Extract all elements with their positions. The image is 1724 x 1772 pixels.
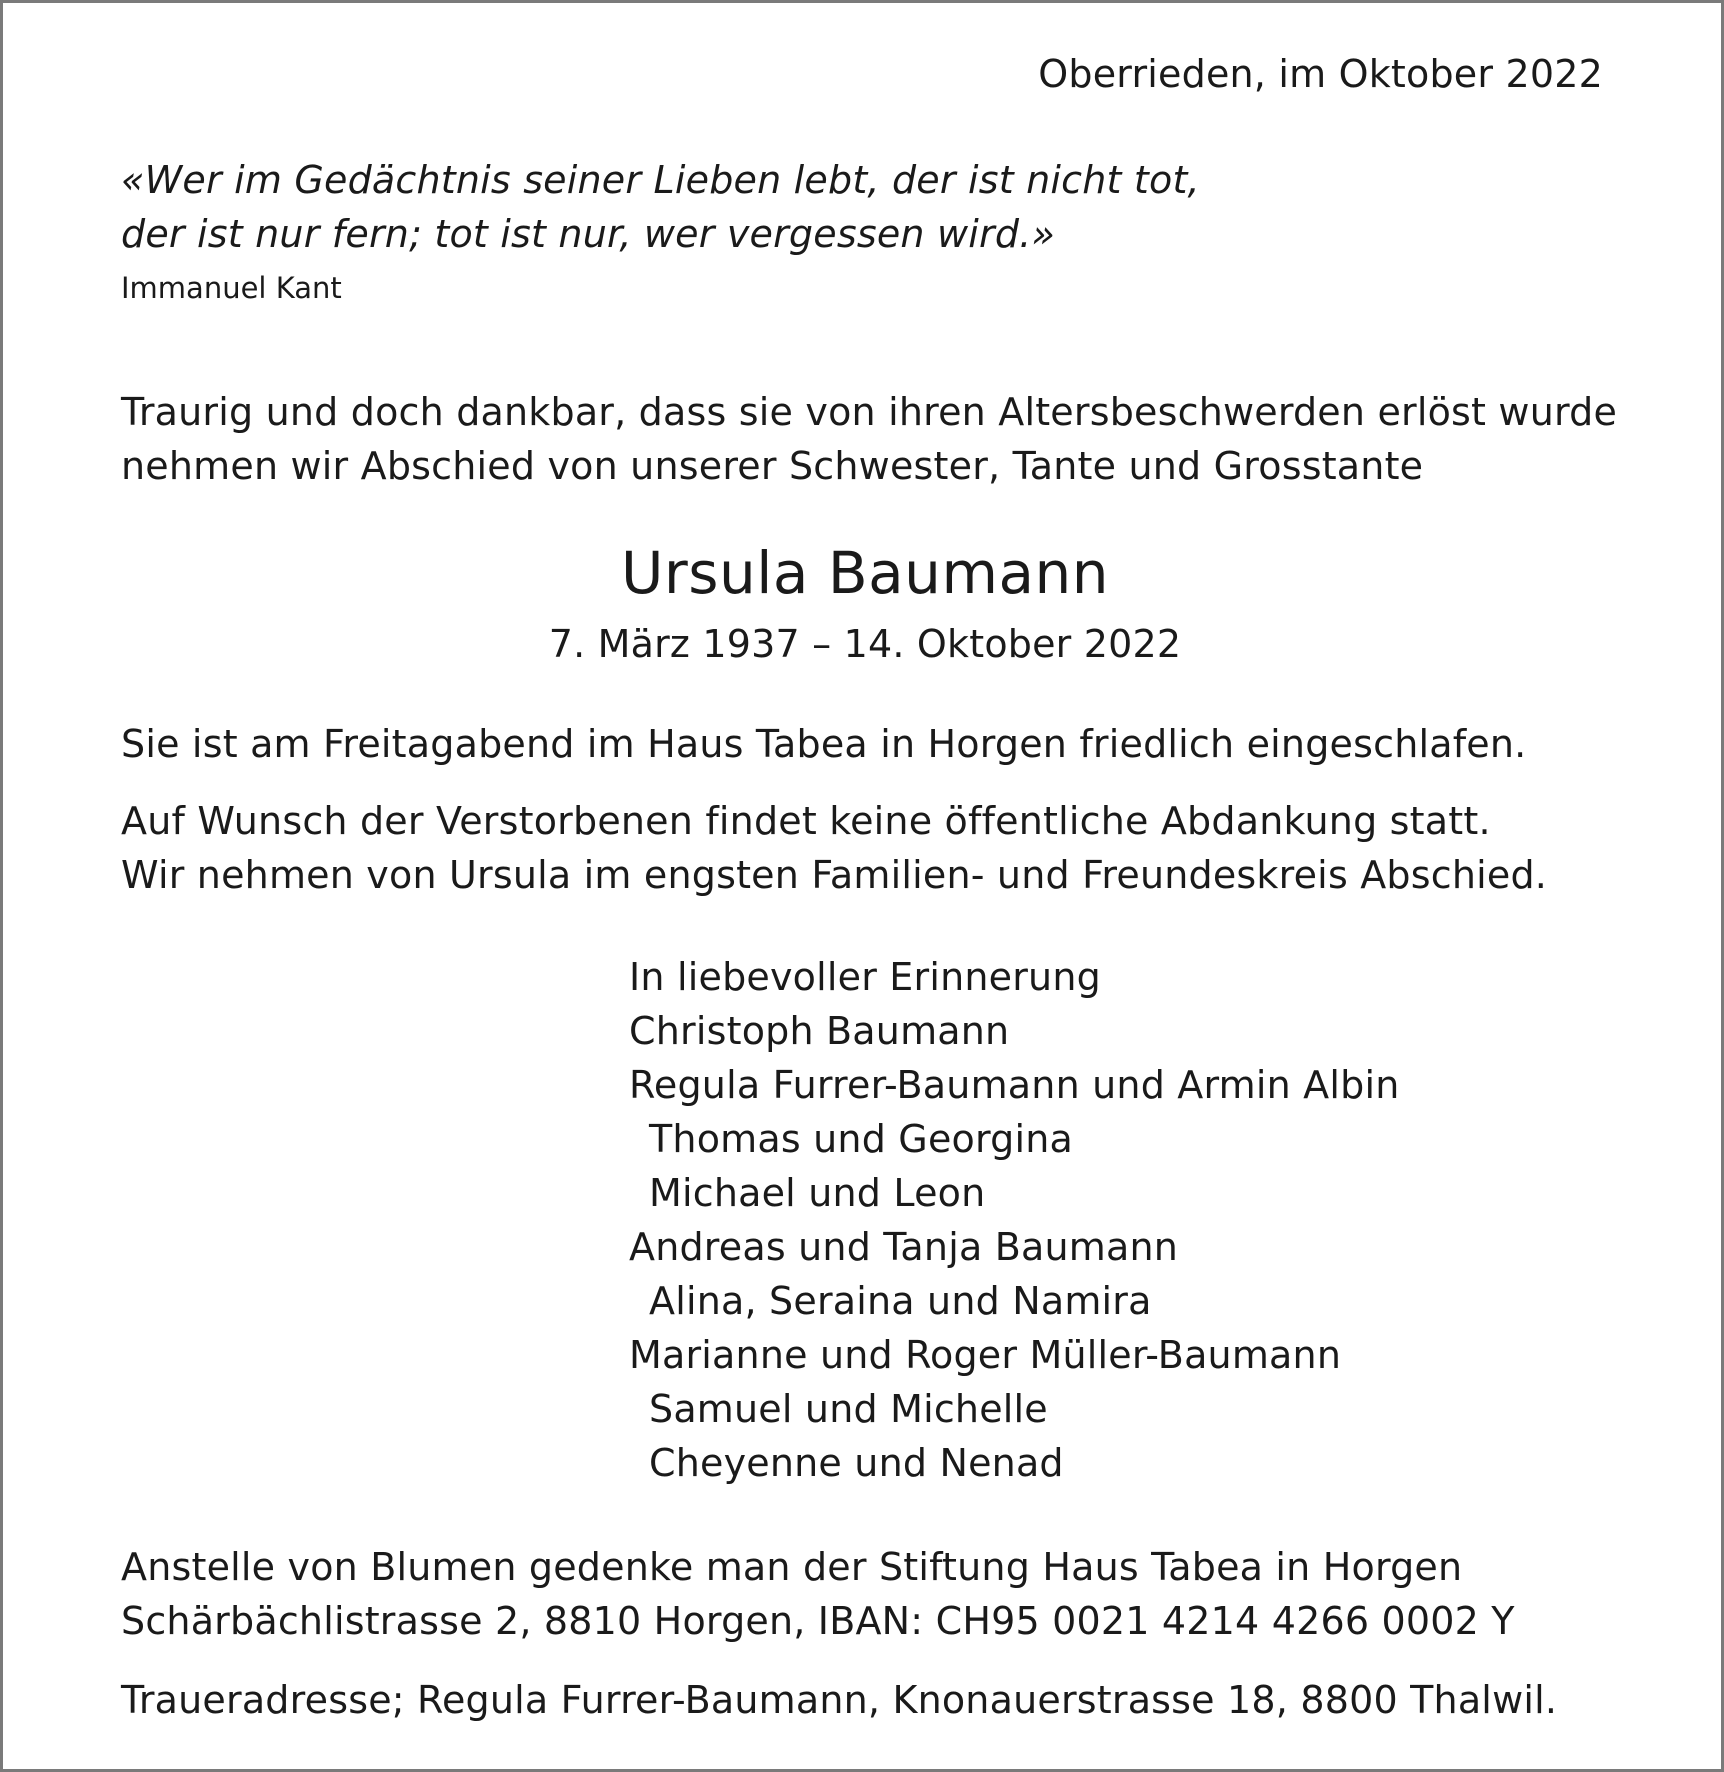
place-date: Oberrieden, im Oktober 2022 [1038,52,1603,96]
mourner-entry: Alina, Seraina und Namira [649,1279,1152,1323]
funeral-line: Wir nehmen von Ursula im engsten Familien- und Freundeskreis Abschied. [121,853,1548,897]
mourner-entry: Christoph Baumann [629,1009,1010,1053]
mourning-address: Traueradresse; Regula Furrer-Baumann, Knonauerstrasse 18, 8800 Thalwil. [121,1678,1558,1722]
donation-line: Anstelle von Blumen gedenke man der Stiftung Haus Tabea in Horgen [121,1545,1463,1589]
mourner-entry: Cheyenne und Nenad [649,1441,1064,1485]
mourners-heading: In liebevoller Erinnerung [629,955,1101,999]
mourner-entry: Thomas und Georgina [649,1117,1073,1161]
quote-line: «Wer im Gedächtnis seiner Lieben lebt, der ist nicht tot, [121,158,1200,202]
donation-info [121,1545,1515,1656]
intro-line: nehmen wir Abschied von unserer Schwester, Tante und Grosstante [121,444,1424,488]
quote-line: der ist nur fern; tot ist nur, wer vergessen wird.» [121,212,1056,256]
epigraph-quote [121,158,1200,269]
quote-author: Immanuel Kant [121,271,342,305]
mourner-entry: Andreas und Tanja Baumann [629,1225,1179,1269]
mourners-list [629,955,1400,1498]
donation-line: Schärbächlistrasse 2, 8810 Horgen, IBAN: CH95 0021 4214 4266 0002 Y [121,1599,1515,1643]
intro-line: Traurig und doch dankbar, dass sie von ihren Altersbeschwerden erlöst wurde [121,390,1618,434]
mourner-entry: Regula Furrer-Baumann und Armin Albin [629,1063,1400,1107]
intro-text [121,390,1618,501]
mourner-entry: Samuel und Michelle [649,1387,1048,1431]
mourner-entry: Michael und Leon [649,1171,986,1215]
funeral-line: Auf Wunsch der Verstorbenen findet keine öffentliche Abdankung statt. [121,799,1491,843]
deceased-name: Ursula Baumann [620,539,1110,607]
passing-text: Sie ist am Freitagabend im Haus Tabea in Horgen friedlich eingeschlafen. [121,722,1527,766]
funeral-info [121,799,1548,910]
life-dates: 7. März 1937 – 14. Oktober 2022 [548,622,1182,666]
mourner-entry: Marianne und Roger Müller-Baumann [629,1333,1342,1377]
